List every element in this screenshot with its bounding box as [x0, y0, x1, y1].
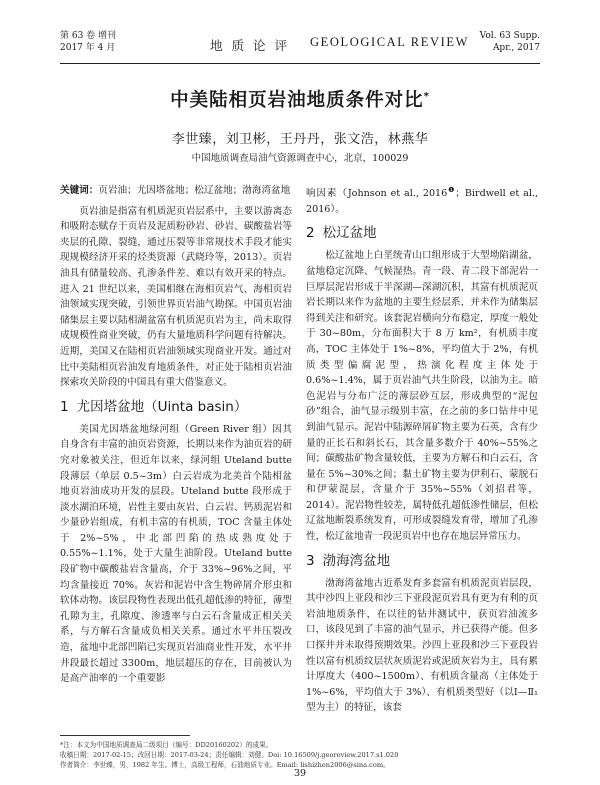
- section-3-number: 3: [306, 552, 315, 569]
- title-text: 中美陆相页岩油地质条件对比: [170, 90, 424, 111]
- article-title: [60, 86, 540, 112]
- title-footnote-mark: *: [423, 90, 430, 102]
- footnotes: [60, 740, 540, 771]
- footnote-dates: 收稿日期：2017-02-15；改回日期：2017-03-24；责任编辑：刘健。Doi: 10.16509/j.georeview.2017.s1.020: [60, 751, 399, 760]
- page-number: 39: [293, 768, 307, 779]
- footnote-rule: [60, 735, 190, 736]
- journal-name-en: GEOLOGICAL REVIEW: [310, 35, 469, 49]
- section-3-heading: [306, 551, 538, 571]
- date-en: Apr., 2017: [492, 43, 540, 53]
- keywords: 页岩油；尤因塔盆地；松辽盆地；渤海湾盆地: [98, 185, 291, 196]
- section-2-paragraph: 松辽盆地上白垩统青山口组形成于大型坳陷湖盆，盆地稳定沉降、气候湿热。青一段、青二段下部泥岩一巨厚层泥岩形成于半深湖—深湖沉积，其富有机质泥页岩长期以来作为盆地的主要生烃层系，并未作为储集层得到关注和研究。该套泥岩横向分布稳定，厚度一般处于 30~80m，分布面积大于 8 万 km²，有机质丰度高，TOC 主体处于 1%~8%，平均值大于 2%，有机质类型偏腐泥型，热演化程度主体处于 0.6%~1.4%，属于页岩油气共生阶段，以油为主。暗色泥岩与分布广泛的薄层砂互层，形成典型的“泥包砂”组合，油气显示级别丰富，在之前的多口钻井中见到油气显示。泥岩中陆源碎屑矿物主要为石英，含有少量的正长石和斜长石，其含量多数介于 40%~55%之间；碳酸盐矿物含量较低，主要为方解石和白云石，含量在 5%~30%之间；黏土矿物主要为伊利石、蒙脱石和伊蒙混层，含量介于 35%~55%（刘招君等，2014）。泥岩物性较差，属特低孔超低渗性储层，但松辽盆地断裂系统发育，可形成裂缝发育带，增加了孔渗性，松辽盆地青一段泥页岩中也存在地层异常压力。: [306, 250, 538, 543]
- section-1-title: 尤因塔盆地（Uinta basin）: [76, 398, 248, 415]
- continued-text: 响因素（Johnson et al., 2016: [306, 188, 448, 200]
- date-cn: 2017 年 4 月: [60, 43, 116, 53]
- section-2-title: 松辽盆地: [322, 225, 377, 242]
- reference-mark: ❶: [447, 186, 456, 194]
- intro-paragraph: 页岩油是指富有机质泥页岩层系中，主要以游离态和吸附态赋存于页岩及泥质粉砂岩、砂岩、碳酸盐岩等夹层的孔隙、裂缝，通过压裂等非常规技术手段才能实现规模经济开采的烃类资源（武晓玲等，2013）。页岩油具有储量较高、孔渗条件差、难以有效开采的特点。进入 21 世纪以来，美国相继在海相页岩气、海相页岩油领域实现突破，引领世界页岩油气勘探。中国页岩油储集层主要以陆相湖盆富有机质泥页岩为主，尚未取得成规模性商业突破，仍有大量地质科学问题有待解决。近期，美国又在陆相页岩油领域实现商业开发。通过对比中美陆相页岩油发育地质条件，对正处于陆相页岩油探索攻关阶段的中国具有重大借鉴意义。: [60, 205, 292, 389]
- section-3-title: 渤海湾盆地: [322, 552, 391, 569]
- header-left: [60, 30, 116, 54]
- section-1-number: 1: [60, 398, 69, 415]
- journal-name-cn: 地质论评: [210, 38, 297, 53]
- footnote-funding: *注：本文为中国地质调查局二级项目（编号：DD20160202）的成果。: [60, 741, 273, 749]
- keywords-line: [60, 183, 292, 199]
- section-2-heading: [306, 223, 538, 243]
- continued-text-end: ；Birdwell et al., 2016）。: [306, 188, 538, 215]
- section-1-paragraph: 美国尤因塔盆地绿河组（Green River 组）因其自身含有丰富的油页岩资源，长期以来作为油页岩的研究对象被关注，但近年以来，绿河组 Uteland butte 段薄层（单层 0.5~3m）白云岩成为北美首个陆相盆地页岩油成功开发的层段。Uteland butte 段形成于淡水湖泊环境，岩性主要由灰岩、白云岩、钙质泥岩和少量砂岩组成，有机丰富的有机质，TOC 含量主体处于 2%~5%，中北部凹陷的热成熟度处于 0.55%~1.1%，处于大量生油阶段。Uteland butte 段矿物中碳酸盐岩含量高，介于 33%~96%之间，平均含量接近 70%。灰岩和泥岩中含生物碎屑介形虫和软体动物。该层段物性表现出低孔超低渗的特征，薄型孔隙为主，孔隙度、渗透率与白云石含量成正相关关系，与方解石含量成负相关关系。通过水平井压裂改造，盆地中北部凹陷已实现页岩油商业性开发，水平井井段最长超过 3300m，地层超压的存在，目前被认为是高产油率的一个重要影: [60, 423, 292, 685]
- left-column: [60, 183, 292, 687]
- header-rule: [60, 63, 540, 64]
- affiliation: 中国地质调查局油气资源调查中心，北京，100029: [191, 153, 409, 164]
- continued-paragraph: [306, 183, 538, 217]
- footnote-author: 作者简介：李世臻，男，1982 年生。博士，高级工程师，石油地质专业。Email: lishizhen2006@sina.com。: [60, 761, 390, 770]
- section-1-heading: [60, 397, 292, 417]
- authors: 李世臻，刘卫彬，王丹丹，张文浩，林燕华: [171, 132, 429, 147]
- section-2-number: 2: [306, 225, 315, 242]
- volume-cn: 第 63 卷 增刊: [60, 31, 117, 41]
- running-header: [60, 30, 540, 62]
- section-3-paragraph: 渤海湾盆地古近系发育多套富有机质泥页岩层段，其中沙四上亚段和沙三下亚段泥页岩具有更为有利的页岩油地质条件，在以往的钻井测试中，获页岩油流多口，该段见到了丰富的油气显示，并已获得产能。但多口探井并未取得预期效果。沙四上亚段和沙三下亚段岩性以富有机质纹层状灰质泥岩或泥质灰岩为主，具有累计厚度大（400~1500m）、有机质含量高（主体处于 1%~6%，平均值大于 3%）、有机质类型好（以Ⅰ—Ⅱ₁型为主）的特征，该套: [306, 577, 538, 714]
- right-column: [306, 183, 538, 716]
- header-right: [480, 30, 540, 54]
- keywords-label: 关键词：: [60, 185, 99, 196]
- volume-en: Vol. 63 Supp.: [479, 31, 540, 41]
